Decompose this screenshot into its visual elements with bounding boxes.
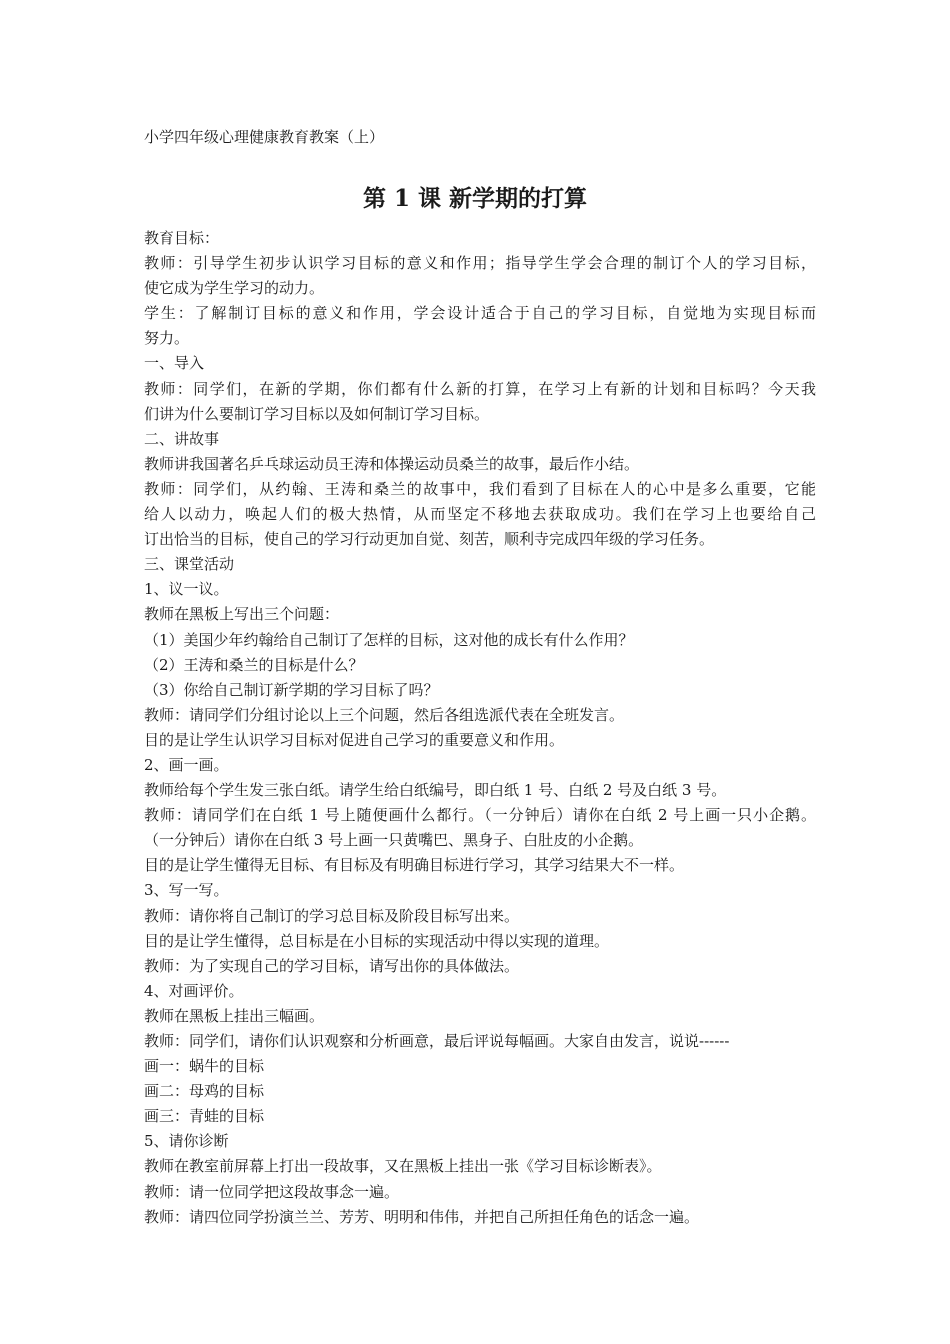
paragraph-line: （一分钟后）请你在白纸 3 号上画一只黄嘴巴、黑身子、白肚皮的小企鹅。: [144, 831, 644, 850]
paragraph-line: 教师讲我国著名乒乓球运动员王涛和体操运动员桑兰的故事，最后作小结。: [144, 454, 640, 473]
paragraph-line: 教师给每个学生发三张白纸。请学生给白纸编号，即白纸 1 号、白纸 2 号及白纸 3 号。: [144, 781, 727, 800]
paragraph-line: 2、画一画。: [144, 755, 229, 774]
paragraph-line: 教师：同学们，从约翰、王涛和桑兰的故事中，我们看到了目标在人的心中是多么重要，它能: [144, 479, 816, 498]
paragraph-line: 目的是让学生懂得无目标、有目标及有明确目标进行学习，其学习结果大不一样。: [144, 856, 685, 875]
paragraph-line: 目的是让学生认识学习目标对促进自己学习的重要意义和作用。: [144, 730, 565, 749]
paragraph-line: 教师：同学们，在新的学期，你们都有什么新的打算，在学习上有新的计划和目标吗？今天我: [144, 379, 816, 398]
paragraph-line: 们讲为什么要制订学习目标以及如何制订学习目标。: [144, 404, 490, 423]
paragraph-line: 努力。: [144, 329, 190, 348]
paragraph-line: （1）美国少年约翰给自己制订了怎样的目标，这对他的成长有什么作用？: [144, 630, 634, 649]
paragraph-line: （3）你给自己制订新学期的学习目标了吗？: [144, 680, 439, 699]
paragraph-line: 二、讲故事: [144, 429, 220, 448]
lesson-title: 第 1 课 新学期的打算: [362, 185, 588, 212]
paragraph-line: 一、导入: [144, 354, 205, 373]
paragraph-line: 教师在黑板上写出三个问题：: [144, 605, 340, 624]
paragraph-line: 教师：请同学们在白纸 1 号上随便画什么都行。（一分钟后）请你在白纸 2 号上画一只小企鹅。: [144, 806, 816, 825]
paragraph-line: 画三：青蛙的目标: [144, 1107, 265, 1126]
paragraph-line: 教师：请你将自己制订的学习总目标及阶段目标写出来。: [144, 906, 520, 925]
paragraph-line: 教师：同学们，请你们认识观察和分析画意，最后评说每幅画。大家自由发言，说说------: [144, 1032, 730, 1050]
paragraph-line: 教师：引导学生初步认识学习目标的意义和作用；指导学生学会合理的制订个人的学习目标，: [144, 254, 816, 273]
paragraph-line: 教育目标：: [144, 229, 220, 247]
paragraph-line: 5、请你诊断: [144, 1132, 229, 1151]
paragraph-line: 教师：请四位同学扮演兰兰、芳芳、明明和伟伟，并把自己所担任角色的话念一遍。: [144, 1207, 700, 1226]
paragraph-line: 使它成为学生学习的动力。: [144, 279, 325, 298]
paragraph-line: 1、议一议。: [144, 580, 229, 599]
paragraph-line: （2）王涛和桑兰的目标是什么？: [144, 655, 364, 674]
paragraph-line: 教师：请同学们分组讨论以上三个问题，然后各组选派代表在全班发言。: [144, 705, 625, 724]
paragraph-line: 学生：了解制订目标的意义和作用，学会设计适合于自己的学习目标，自觉地为实现目标而: [144, 304, 816, 323]
paragraph-line: 目的是让学生懂得，总目标是在小目标的实现活动中得以实现的道理。: [144, 931, 610, 950]
document-header: 小学四年级心理健康教育教案（上）: [144, 128, 385, 146]
paragraph-line: 3、写一写。: [144, 881, 229, 900]
paragraph-line: 画二：母鸡的目标: [144, 1082, 265, 1101]
paragraph-line: 教师在黑板上挂出三幅画。: [144, 1006, 325, 1025]
paragraph-line: 教师：请一位同学把这段故事念一遍。: [144, 1182, 400, 1201]
paragraph-line: 订出恰当的目标，使自己的学习行动更加自觉、刻苦，顺利寺完成四年级的学习任务。: [144, 530, 715, 549]
paragraph-line: 画一：蜗牛的目标: [144, 1057, 265, 1076]
paragraph-line: 给人以动力，唤起人们的极大热情，从而坚定不移地去获取成功。我们在学习上也要给自己: [144, 505, 816, 524]
document-body: [144, 226, 816, 1230]
paragraph-line: 4、对画评价。: [144, 981, 244, 1000]
paragraph-line: 三、课堂活动: [144, 555, 235, 574]
paragraph-line: 教师在教室前屏幕上打出一段故事，又在黑板上挂出一张《学习目标诊断表》。: [144, 1157, 662, 1176]
paragraph-line: 教师：为了实现自己的学习目标，请写出你的具体做法。: [144, 956, 520, 975]
